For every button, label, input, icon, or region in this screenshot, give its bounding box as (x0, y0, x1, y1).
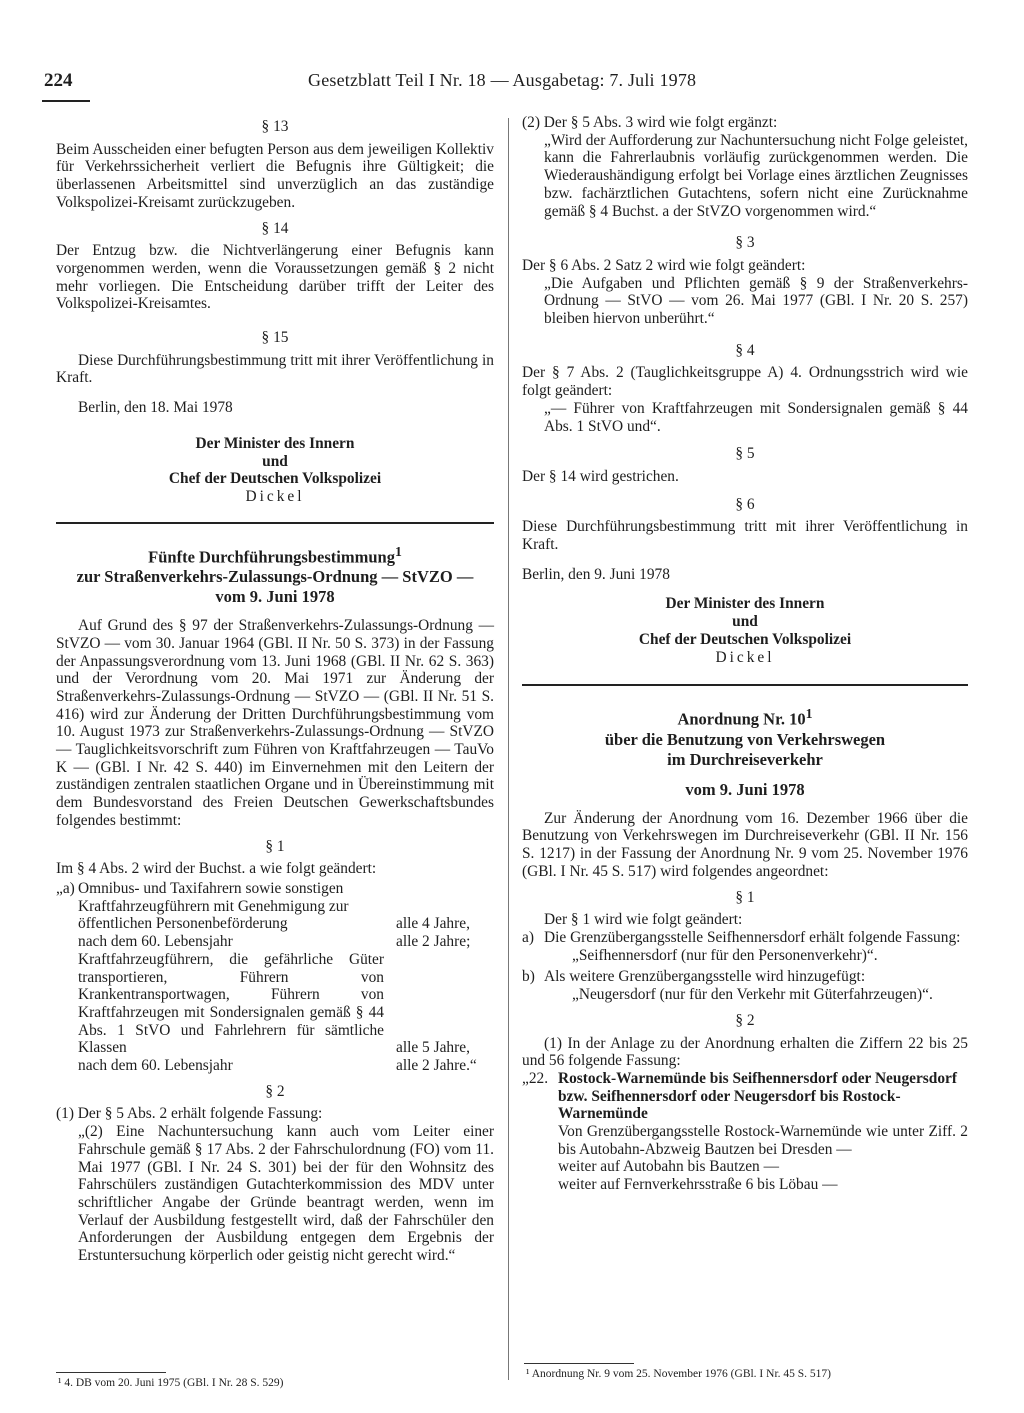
section-5-heading: § 5 (735, 445, 755, 463)
signature-title-3: Chef der Deutschen Volkspolizei (168, 470, 382, 488)
item-interval: alle 2 Jahre.“ (396, 1057, 477, 1075)
section-6-text: Diese Durchführungsbestimmung tritt mit ihrer Veröffentlichung in Kraft. (522, 518, 968, 554)
item-text: Kraftfahrzeugführern, die gefährliche Güter transportieren, Führern von Krankentransportwagen, Führern von Kraftfahrzeugen mit Sondersignalen gemäß § 44 Abs. 1 StVO und Fahrlehrern für sämtliche Klassen (78, 950, 384, 1057)
footnote-rule (524, 1363, 634, 1364)
order-preamble: Zur Änderung der Anordnung vom 16. Dezember 1966 über die Benutzung von Verkehrswegen im Durchreiseverkehr (GBl. II Nr. 156 S. 1217) in der Fassung der Anordnung Nr. 9 vom 25. November 1976 (GBl. I Nr. 45 S. 517) wird folgendes angeordnet: (522, 809, 968, 880)
place-date: Berlin, den 18. Mai 1978 (78, 399, 233, 417)
route-text: Von Grenzübergangsstelle Rostock-Warnemünde wie unter Ziff. 2 bis Autobahn-Abzweig Bautzen bei Dresden — (558, 1123, 968, 1158)
right-column (522, 114, 968, 1194)
signature-title-1: Der Minister des Innern (195, 434, 355, 452)
item-text: Als weitere Grenzübergangsstelle wird hinzugefügt: (544, 968, 866, 986)
section-3-intro: Der § 6 Abs. 2 Satz 2 wird wie folgt geändert: (522, 256, 806, 274)
item-marker: b) (522, 968, 535, 986)
signature-title-2: und (732, 613, 758, 631)
signature-title-3: Chef der Deutschen Volkspolizei (638, 630, 852, 648)
item-interval: alle 2 Jahre; (396, 933, 471, 951)
left-column (56, 114, 494, 1265)
footnote-rule (56, 1372, 166, 1373)
order-section-1-intro: Der § 1 wird wie folgt geändert: (544, 911, 743, 929)
section-14-text: Der Entzug bzw. die Nichtverlängerung einer Befugnis kann vorgenommen werden, wenn die Voraussetzungen gemäß § 2 nicht mehr vorliegen. Die Entscheidung darüber trifft der Leiter des Volkspolizei-Kreisamtes. (56, 242, 494, 313)
route-title: Rostock-Warnemünde bis Seifhennersdorf oder Neugersdorf bzw. Seifhennersdorf oder Neugersdorf bis Rostock-Warnemünde (558, 1069, 958, 1123)
section-4-heading: § 4 (735, 341, 755, 359)
section-4-quote: „— Führer von Kraftfahrzeugen mit Sondersignalen gemäß § 44 Abs. 1 StVO und“. (544, 399, 968, 435)
order-section-2-heading: § 2 (735, 1011, 755, 1029)
page-header (38, 70, 988, 98)
item-interval: alle 5 Jahre, (396, 1039, 470, 1057)
section-divider (56, 522, 494, 524)
section-3-heading: § 3 (735, 234, 755, 252)
footnote-marker: 1 (805, 706, 813, 722)
order-title-line-2: über die Benutzung von Verkehrswegen (604, 729, 886, 749)
paragraph-2-quote: „(2) Eine Nachuntersuchung kann auch vom Leiter einer Fahrschule gemäß § 17 Abs. 2 der Fahrschulordnung (FO) vom 11. Mai 1977 (GBl. I Nr. 24 S. 301) bei der für den Wohnsitz des Fahrschülers zuständigen Gutachterkommission des MDV unter schriftlicher Angabe der Gründe beantragt werden, wenn im Verlauf der Ausbildung festgestellt wird, daß der Fahrschüler den Anforderungen der Ausbildung entgegen dem Ergebnis der Erstuntersuchung körperlich oder geistig nicht gerecht wird.“ (78, 1123, 494, 1265)
section-3-quote: „Die Aufgaben und Pflichten gemäß § 9 der Straßenverkehrs-Ordnung — StVO — vom 26. Mai 1977 (GBl. I Nr. 20 S. 257) bleiben hiervon unberührt.“ (544, 274, 968, 328)
footnote: ¹ 4. DB vom 20. Juni 1975 (GBl. I Nr. 28 S. 529) (58, 1377, 284, 1389)
paragraph-2-heading: § 2 (265, 1082, 285, 1100)
route-text: weiter auf Fernverkehrsstraße 6 bis Löbau — (558, 1176, 838, 1194)
gazette-title: Gesetzblatt Teil I Nr. 18 — Ausgabetag: 7. Juli 1978 (308, 70, 697, 90)
order-title-line-1: Anordnung Nr. $10^1$ (677, 706, 813, 729)
place-date: Berlin, den 9. Juni 1978 (522, 565, 670, 583)
column-divider (508, 118, 509, 1380)
list-item (522, 929, 968, 947)
section-15-heading: § 15 (261, 329, 289, 347)
item-text: Omnibus- und Taxifahrern sowie sonstigen Kraftfahrzeugführern mit Genehmigung zur öffentlichen Personenbeförderung (78, 880, 349, 933)
regulation-title-line-3: vom 9. Juni 1978 (215, 587, 335, 607)
item-marker: „a) (56, 880, 75, 897)
paragraph-2-2-quote: „Wird der Aufforderung zur Nachuntersuchung nicht Folge geleistet, kann die Fahrerlaubnis vorläufig zurückgenommen werden. Die Wiederaushändigung erfolgt bei Vorlage eines ärztlichen Zeugnisses bzw. fachärztlichen Gutachtens, sofern nicht eine Zurücknahme gemäß § 4 Buchst. a der StVZO vorgenommen wird.“ (544, 131, 968, 220)
item-interval: alle 4 Jahre, (396, 915, 470, 933)
section-14-heading: § 14 (261, 219, 289, 237)
signature-title-2: und (262, 452, 288, 470)
section-4-intro: Der § 7 Abs. 2 (Tauglichkeitsgruppe A) 4. Ordnungsstrich wird wie folgt geändert: (522, 364, 968, 400)
regulation-title-line-2: zur Straßenverkehrs-Zulassungs-Ordnung — StVZO — (76, 567, 474, 587)
item-marker: „22. (522, 1069, 549, 1087)
section-5-text: Der § 14 wird gestrichen. (522, 467, 679, 485)
paragraph-1-intro: Im § 4 Abs. 2 wird der Buchst. a wie folgt geändert: (56, 860, 377, 878)
order-title-line-4: vom 9. Juni 1978 (685, 779, 805, 799)
paragraph-2-intro: (1) Der § 5 Abs. 2 erhält folgende Fassung: (56, 1105, 323, 1123)
footnote-marker: 1 (394, 543, 402, 559)
list-item (56, 880, 494, 1075)
page-number: 224 (44, 70, 73, 91)
item-text: nach dem 60. Lebensjahr (78, 933, 233, 951)
footnote: ¹ Anordnung Nr. 9 vom 25. November 1976 (GBl. I Nr. 45 S. 517) (526, 1368, 831, 1380)
signature-title-1: Der Minister des Innern (665, 595, 825, 613)
route-text: weiter auf Autobahn bis Bautzen — (558, 1158, 779, 1176)
list-item (522, 968, 968, 986)
order-section-2-intro: (1) In der Anlage zu der Anordnung erhalten die Ziffern 22 bis 25 und 56 folgende Fassung: (522, 1034, 968, 1070)
item-text: Die Grenzübergangsstelle Seifhennersdorf erhält folgende Fassung: (544, 929, 961, 946)
item-marker: a) (522, 929, 534, 946)
paragraph-1-heading: § 1 (265, 837, 285, 855)
item-text: nach dem 60. Lebensjahr (78, 1057, 233, 1075)
signature-name: Dickel (245, 487, 305, 505)
paragraph-2-2-intro: (2) Der § 5 Abs. 3 wird wie folgt ergänzt: (522, 114, 778, 131)
section-15-text: Diese Durchführungsbestimmung tritt mit ihrer Veröffentlichung in Kraft. (56, 351, 494, 387)
list-item (522, 1070, 968, 1194)
order-title-line-3: im Durchreiseverkehr (667, 749, 823, 769)
page-number-underline (42, 100, 90, 102)
regulation-title-line-1: Fünfte Durchführungsbestimmung$^1$ (148, 543, 402, 567)
item-quote: „Neugersdorf (nur für den Verkehr mit Güterfahrzeugen)“. (572, 986, 933, 1004)
section-13-text: Beim Ausscheiden einer befugten Person aus dem jeweiligen Kollektiv für Verkehrssicherheit verliert die Befugnis ihre Gültigkeit; die überlassenen Arbeitsmittel sind unverzüglich an das zuständige Volkspolizei-Kreisamt zurückzugeben. (56, 140, 494, 211)
preamble: Auf Grund des § 97 der Straßenverkehrs-Zulassungs-Ordnung — StVZO — vom 30. Januar 1964 (GBl. II Nr. 50 S. 373) in der Fassung der Anpassungsverordnung vom 13. Juni 1968 (GBl. II Nr. 62 S. 363) und der Verordnung vom 20. Mai 1971 zur Änderung der Straßenverkehrs-Zulassungs-Ordnung — StVZO — (GBl. II Nr. 51 S. 416) wird zur Änderung der Dritten Durchführungsbestimmung vom 10. August 1973 zur Straßenverkehrs-Zulassungs-Ordnung — StVZO — Tauglichkeitsvorschrift zum Führen von Kraftfahrzeugen — TauVo K — (GBl. I Nr. 42 S. 440) im Einvernehmen mit den Leitern der zuständigen zentralen staatlichen Organe und in Übereinstimmung mit dem Bundesvorstand des Freien Deutschen Gewerkschaftsbundes folgendes bestimmt: (56, 617, 494, 829)
order-section-1-heading: § 1 (735, 888, 755, 906)
section-6-heading: § 6 (735, 495, 755, 513)
signature-name: Dickel (715, 648, 775, 666)
section-13-heading: § 13 (261, 118, 289, 135)
item-quote: „Seifhennersdorf (nur für den Personenverkehr)“. (572, 946, 878, 964)
section-divider (522, 684, 968, 686)
